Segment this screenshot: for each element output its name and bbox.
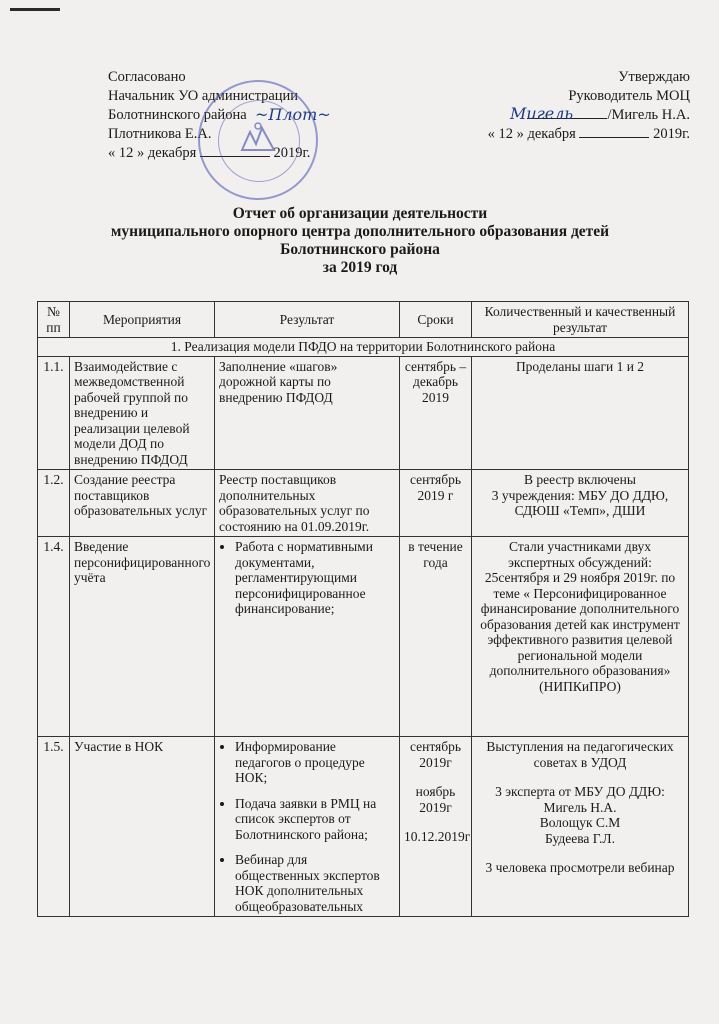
row-event: Взаимодействие с межведомственной рабочей группой по внедрению и реализации целевой модели ДОД по внедрению ПФДОД	[70, 356, 215, 470]
col-header-result: Результат	[215, 302, 400, 338]
row-num: 1.5.	[38, 737, 70, 917]
row-event: Введение персонифицированного учёта	[70, 537, 215, 737]
table-header-row	[38, 302, 689, 338]
row-term: сентябрь – декабрь 2019	[400, 356, 472, 470]
result-item: • Вебинар для общественных экспертов НОК дополнительных общеобразовательных	[235, 852, 395, 914]
term-line: сентябрь 2019г	[409, 739, 462, 770]
qual-line: 3 эксперта от МБУ ДО ДДЮ:	[495, 784, 665, 799]
document-title	[60, 205, 660, 277]
title-line: за 2019 год	[322, 259, 398, 276]
scan-edge-mark	[10, 8, 60, 11]
approval-right-year: 2019г.	[653, 126, 690, 142]
row-result	[215, 737, 400, 917]
col-header-num: № пп	[38, 302, 70, 338]
table-row	[38, 356, 689, 470]
title-line: муниципального опорного центра дополнительного образования детей	[110, 223, 610, 240]
approval-left-date: « 12 » декабря	[108, 145, 197, 161]
term-line: ноябрь 2019г	[415, 784, 456, 815]
table-row	[38, 737, 689, 917]
qual-line: Мигель Н.А.	[543, 799, 617, 815]
row-result	[215, 537, 400, 737]
qual-line: Будеева Г.Л.	[545, 830, 615, 846]
section-title: 1. Реализация модели ПФДО на территории Болотнинского района	[38, 338, 689, 357]
result-item: • Подача заявки в РМЦ на список экспертов от Болотнинского района;	[235, 796, 395, 843]
report-table	[37, 301, 689, 917]
title-line: Отчет об организации деятельности	[232, 205, 488, 222]
row-num: 1.4.	[38, 537, 70, 737]
row-qual: Стали участниками двух экспертных обсуждений: 25сентября и 29 ноября 2019г. по теме « Персонифицированное финансирование дополнительного образования детей как инструмент эффективного развития целевой региональной модели дополнительного образования» (НИПКиПРО)	[472, 537, 689, 737]
col-header-qual: Количественный и качественный результат	[472, 302, 689, 338]
approval-left-label: Согласовано	[108, 69, 186, 85]
row-qual: Проделаны шаги 1 и 2	[472, 356, 689, 470]
table-row	[38, 470, 689, 537]
result-item: • Работа с нормативными документами, регламентирующими персонифицированное финансирование;	[235, 539, 395, 617]
row-result: Реестр поставщиков дополнительных образовательных услуг по состоянию на 01.09.2019г.	[215, 470, 400, 537]
qual-line: Выступления на педагогических советах в УДОД	[486, 739, 674, 770]
result-list	[219, 739, 395, 914]
row-qual	[472, 737, 689, 917]
approval-left-signer: Плотникова Е.А.	[108, 126, 212, 142]
qual-line: 3 учреждения: МБУ ДО ДДЮ, СДЮШ «Темп», ДШИ	[491, 487, 669, 518]
qual-line: В реестр включены	[524, 472, 636, 487]
row-term: сентябрь 2019 г	[400, 470, 472, 537]
row-num: 1.1.	[38, 356, 70, 470]
approval-left-position: Начальник УО администрации	[108, 88, 299, 104]
signature-line	[579, 125, 649, 138]
row-term: в течение года	[400, 537, 472, 737]
row-event: Создание реестра поставщиков образовательных услуг	[70, 470, 215, 537]
qual-line: Волощук С.М	[539, 815, 621, 830]
approval-left-district: Болотнинского района	[108, 107, 247, 123]
approval-left-year: 2019г.	[273, 145, 311, 161]
term-line: 10.12.2019г	[404, 829, 471, 844]
row-result: Заполнение «шагов» дорожной карты по внедрению ПФДОД	[215, 356, 400, 470]
approval-right-label: Утверждаю	[618, 69, 690, 85]
row-num: 1.2.	[38, 470, 70, 537]
col-header-event: Мероприятия	[70, 302, 215, 338]
result-item: • Информирование педагогов о процедуре НОК;	[235, 739, 395, 786]
approval-right-signer: /Мигель Н.А.	[607, 107, 690, 123]
approval-right-date: « 12 » декабря	[487, 126, 576, 142]
signature-left: ~Плот~	[255, 105, 331, 124]
qual-line: 3 человека просмотрели вебинар	[485, 860, 675, 875]
official-stamp	[198, 80, 318, 200]
approval-right-position: Руководитель МОЦ	[568, 88, 690, 104]
col-header-term: Сроки	[400, 302, 472, 338]
section-row	[38, 338, 689, 357]
row-term	[400, 737, 472, 917]
result-list	[219, 539, 395, 617]
row-event: Участие в НОК	[70, 737, 215, 917]
title-line: Болотнинского района	[280, 241, 440, 258]
signature-right: Мигель	[510, 104, 574, 123]
row-qual	[472, 470, 689, 537]
table-row	[38, 537, 689, 737]
